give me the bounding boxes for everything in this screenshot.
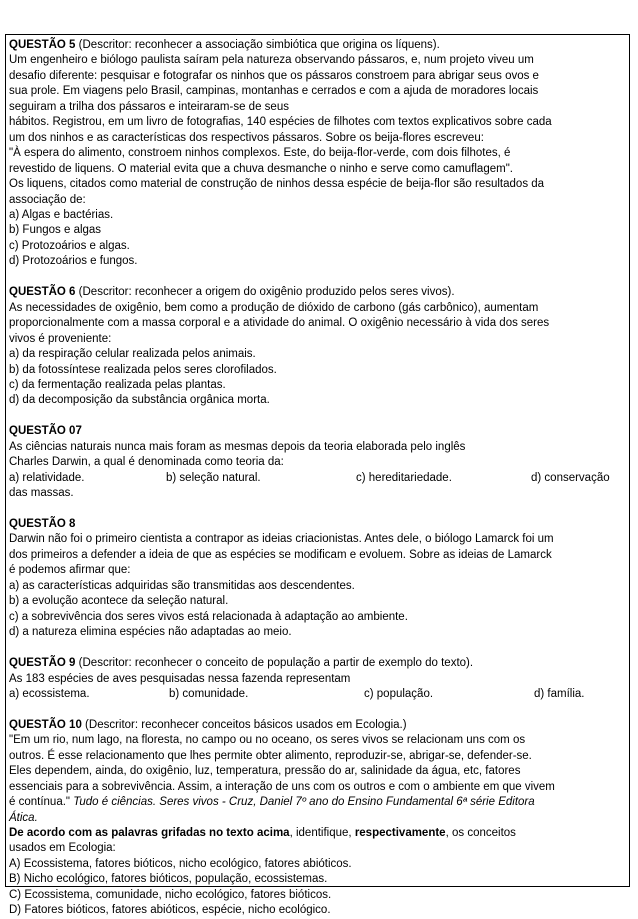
question-10-title bbox=[9, 718, 625, 733]
question-8 bbox=[9, 517, 625, 641]
question-text-line: hábitos. Registrou, em um livro de fotografias, 140 espécies de filhotes com textos explicativos sobre cada bbox=[9, 116, 552, 129]
question-text-line: outros. É esse relacionamento que lhes permite obter alimento, reproduzir-se, abrigar-se, defender-se. bbox=[9, 749, 532, 762]
question-text-line: é podemos afirmar que: bbox=[9, 564, 131, 577]
question-text-line: As ciências naturais nunca mais foram as mesmas depois da teoria elaborada pelo inglês bbox=[9, 440, 466, 453]
quote-end: é contínua." bbox=[9, 796, 74, 809]
answer-option: d) família. bbox=[534, 687, 585, 700]
answer-option: b) a evolução acontece da seleção natural. bbox=[9, 595, 229, 608]
answer-options-row bbox=[9, 687, 625, 702]
question-8-heading: QUESTÃO 8 bbox=[9, 518, 76, 530]
answer-option: a) da respiração celular realizada pelos animais. bbox=[9, 348, 256, 361]
question-text-line: vivos é proveniente: bbox=[9, 332, 112, 345]
question-text-line: Charles Darwin, a qual é denominada como teoria da: bbox=[9, 456, 284, 469]
answer-option: c) população. bbox=[364, 687, 434, 700]
question-text-line: associação de: bbox=[9, 193, 86, 206]
answer-option: c) Protozoários e algas. bbox=[9, 239, 130, 252]
question-9-title bbox=[9, 656, 625, 671]
question-text-line: Darwin não foi o primeiro cientista a contrapor as ideias criacionistas. Antes dele, o biólogo Lamarck foi um bbox=[9, 533, 554, 546]
answer-option: c) hereditariedade. bbox=[356, 471, 452, 484]
question-10-heading: QUESTÃO 10 bbox=[9, 718, 82, 731]
question-6-title bbox=[9, 285, 625, 300]
question-text-line: um dos ninhos e as características dos respectivos pássaros. Sobre os beija-flores escreveu: bbox=[9, 131, 484, 144]
question-10-descriptor: (Descritor: reconhecer conceitos básicos usados em Ecologia.) bbox=[81, 718, 407, 731]
answer-option: a) Algas e bactérias. bbox=[9, 208, 114, 221]
question-text-line: As 183 espécies de aves pesquisadas nessa fazenda representam bbox=[9, 672, 351, 685]
question-text-line: sua prole. Em viagens pelo Brasil, campinas, montanhas e cerrados e com a ajuda de moradores locais bbox=[9, 85, 539, 98]
answer-option: b) comunidade. bbox=[169, 687, 249, 700]
answer-option: c) a sobrevivência dos seres vivos está relacionada à adaptação ao ambiente. bbox=[9, 610, 408, 623]
instruction-end: , os conceitos bbox=[445, 827, 516, 840]
answer-option: a) ecossistema. bbox=[9, 687, 90, 700]
answer-option: b) seleção natural. bbox=[166, 471, 261, 484]
question-text-line: seguiram a trilha dos pássaros e inteiraram-se de seus bbox=[9, 100, 289, 113]
question-text-line: dos primeiros a defender a ideia de que as espécies se modificam e evoluem. Sobre as ideias de Lamarck bbox=[9, 548, 552, 561]
question-text-line: Os liquens, citados como material de construção de ninhos dessa espécie de beija-flor são resultados da bbox=[9, 178, 545, 191]
answer-option: a) as características adquiridas são transmitidas aos descendentes. bbox=[9, 579, 355, 592]
question-6-descriptor: (Descritor: reconhecer a origem do oxigênio produzido pelos seres vivos). bbox=[75, 286, 455, 299]
question-text-line: essenciais para a sobrevivência. Assim, a interação de uns com os outros e com o ambiente em que vivem bbox=[9, 780, 555, 793]
answer-option: B) Nicho ecológico, fatores bióticos, população, ecossistemas. bbox=[9, 873, 328, 886]
question-9 bbox=[9, 656, 625, 702]
answer-options-row bbox=[9, 471, 625, 486]
answer-option: c) da fermentação realizada pelas plantas. bbox=[9, 378, 226, 391]
answer-option: A) Ecossistema, fatores bióticos, nicho ecológico, fatores abióticos. bbox=[9, 857, 352, 870]
answer-option: b) Fungos e algas bbox=[9, 224, 102, 237]
answer-option-continuation: das massas. bbox=[9, 487, 74, 500]
question-text-line: "Em um rio, num lago, na floresta, no campo ou no oceano, os seres vivos se relacionam uns com os bbox=[9, 734, 526, 747]
instruction-line-2: usados em Ecologia: bbox=[9, 842, 116, 855]
question-9-heading: QUESTÃO 9 bbox=[9, 657, 76, 670]
answer-option: a) relatividade. bbox=[9, 471, 85, 484]
question-text-line: desafio diferente: pesquisar e fotografar os ninhos que os pássaros constroem para abrigar seus ovos e bbox=[9, 69, 539, 82]
question-10 bbox=[9, 718, 625, 919]
instruction-bold-1: De acordo com as palavras grifadas no texto acima bbox=[9, 827, 290, 840]
question-5 bbox=[9, 38, 625, 270]
answer-option: d) Protozoários e fungos. bbox=[9, 255, 138, 268]
quote-source: Tudo é ciências. Seres vivos - Cruz, Daniel 7º ano do Ensino Fundamental 6ª série Editora bbox=[73, 796, 535, 809]
answer-option: d) a natureza elimina espécies não adaptadas ao meio. bbox=[9, 626, 292, 639]
question-sheet bbox=[9, 38, 625, 919]
question-text-line: Eles dependem, ainda, do oxigênio, luz, temperatura, pressão do ar, salinidade da água, etc, fatores bbox=[9, 765, 521, 778]
quote-source-continuation: Ática. bbox=[9, 811, 38, 824]
instruction-bold-2: respectivamente bbox=[354, 827, 446, 840]
question-text-line: As necessidades de oxigênio, bem como a produção de dióxido de carbono (gás carbônico), aumentam bbox=[9, 301, 539, 314]
question-9-descriptor: (Descritor: reconhecer o conceito de população a partir de exemplo do texto). bbox=[75, 657, 474, 670]
question-5-heading: QUESTÃO 5 bbox=[9, 39, 76, 51]
question-5-descriptor: (Descritor: reconhecer a associação simbiótica que origina os líquens). bbox=[75, 39, 440, 51]
answer-option: b) da fotossíntese realizada pelos seres clorofilados. bbox=[9, 363, 277, 376]
answer-option: D) Fatores bióticos, fatores abióticos, espécie, nicho ecológico. bbox=[9, 904, 331, 917]
question-6 bbox=[9, 285, 625, 409]
answer-option: d) conservação bbox=[531, 471, 610, 484]
question-text-line: revestido de liquens. O material evita que a chuva desmanche o ninho e serve como camuflagem". bbox=[9, 162, 513, 175]
question-7 bbox=[9, 424, 625, 501]
question-text-line: Um engenheiro e biólogo paulista saíram pela natureza observando pássaros, e, num projeto viveu um bbox=[9, 54, 534, 67]
answer-option: C) Ecossistema, comunidade, nicho ecológico, fatores bióticos. bbox=[9, 888, 332, 901]
answer-option: d) da decomposição da substância orgânica morta. bbox=[9, 394, 270, 407]
question-5-title bbox=[9, 38, 625, 53]
question-text-line: proporcionalmente com a massa corporal e a atividade do animal. O oxigênio necessário à vida dos seres bbox=[9, 317, 550, 330]
question-6-heading: QUESTÃO 6 bbox=[9, 286, 76, 299]
question-text-line: "À espera do alimento, constroem ninhos complexos. Este, do beija-flor-verde, com dois filhotes, é bbox=[9, 147, 511, 160]
instruction-mid: , identifique, bbox=[289, 827, 355, 840]
question-7-heading: QUESTÃO 07 bbox=[9, 425, 82, 438]
quote-end-line bbox=[9, 795, 625, 810]
instruction-line bbox=[9, 826, 625, 841]
